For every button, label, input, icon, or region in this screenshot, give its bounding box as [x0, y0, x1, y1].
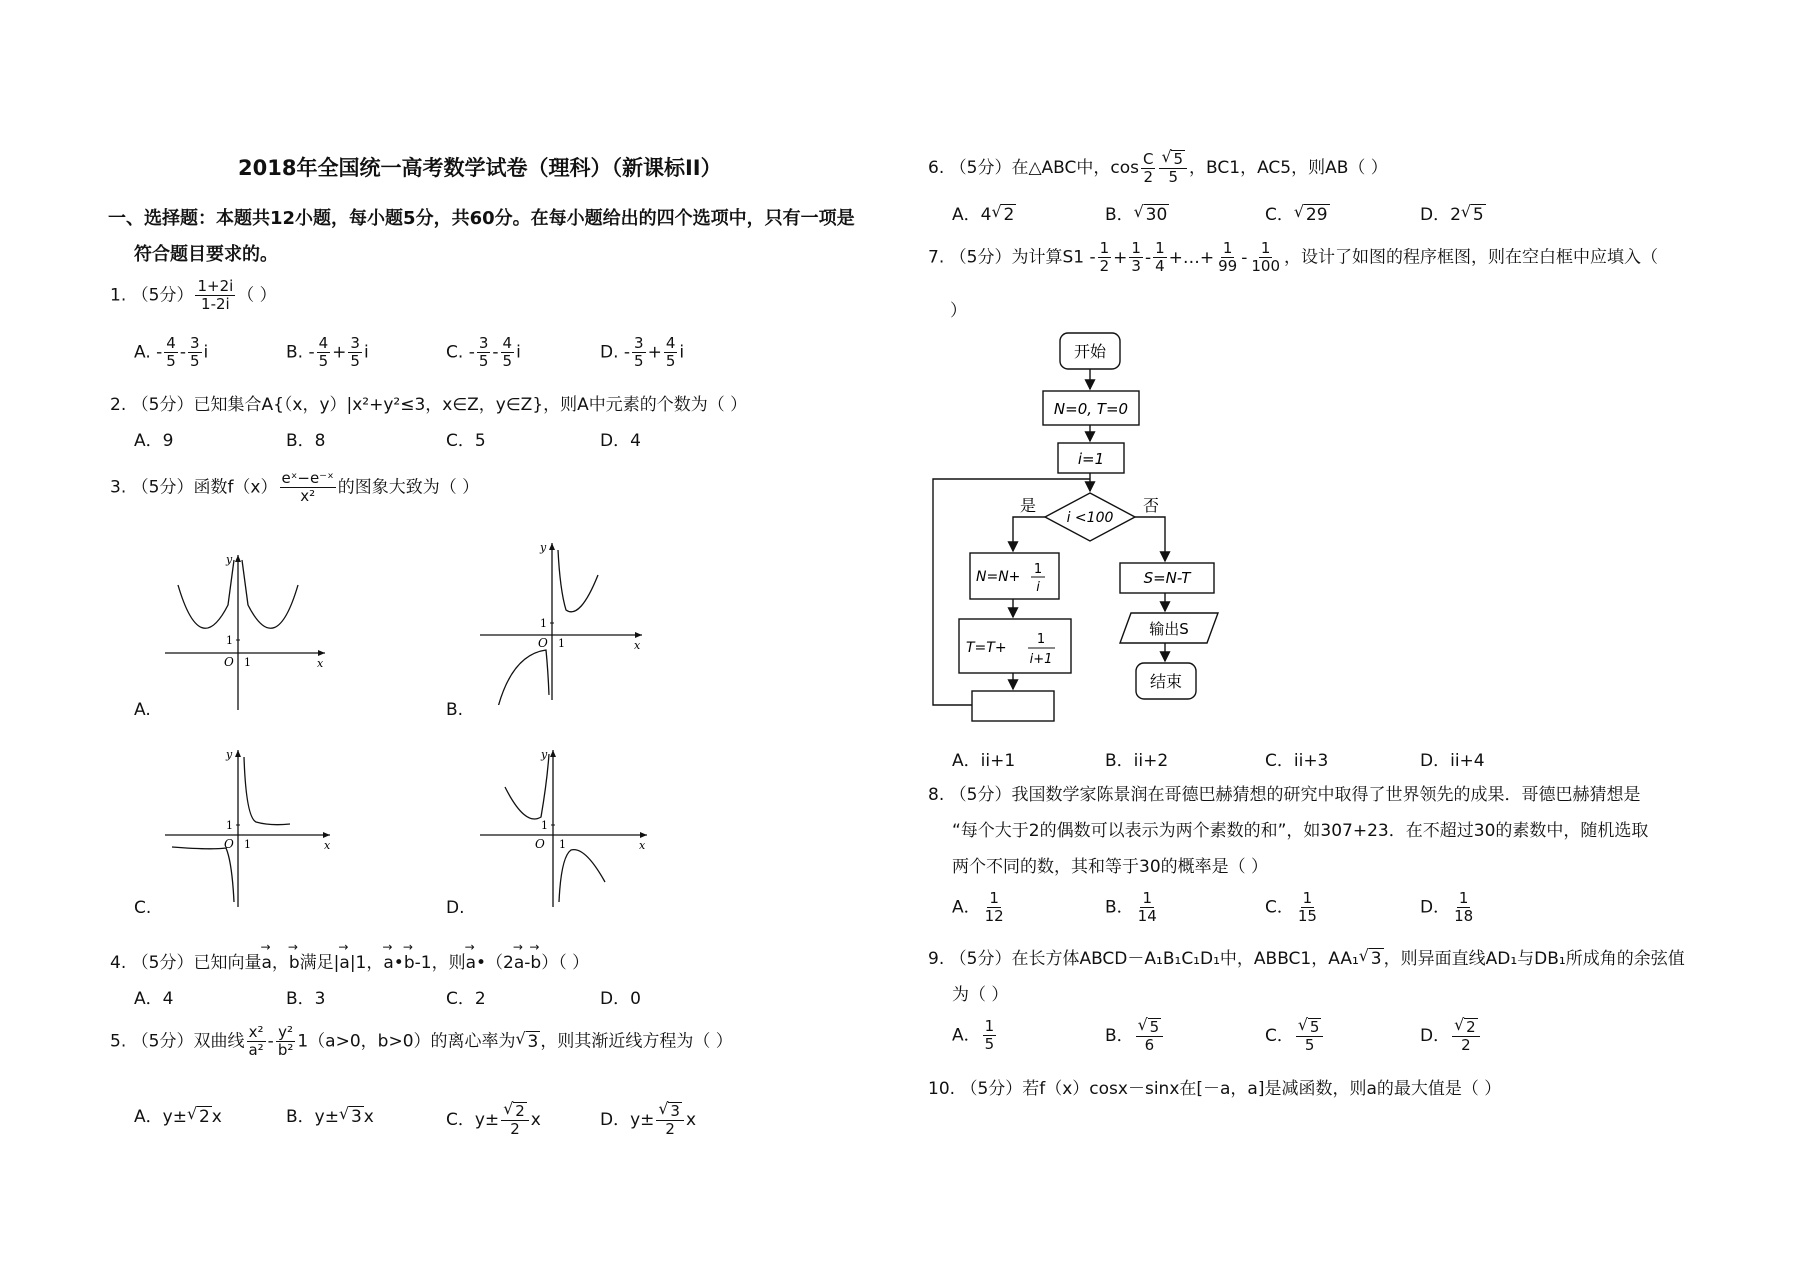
q5-opt-frac-num [656, 1102, 684, 1121]
q6-opt-rad-wrap [1294, 204, 1330, 225]
q1-opt-frac2-den: 5 [350, 352, 360, 370]
q3-graph-b [470, 535, 650, 705]
q1-opt-sign1: - [308, 342, 315, 363]
q5-opt-rad-wrap [503, 1102, 527, 1120]
q3-option-b[interactable]: B. [446, 700, 464, 720]
q6-opt-rad-wrap [1461, 204, 1486, 225]
q9-line1a: 9. （5分）在长方体ABCD－A₁B₁C₁D₁中，ABBC1，AA₁ [928, 949, 1359, 969]
q2-option-c[interactable]: C．5 [446, 431, 486, 451]
q5-label: 5. （5分）双曲线 [110, 1031, 245, 1052]
question-8-line1: 8. （5分）我国数学家陈景润在哥德巴赫猜想的研究中取得了世界领先的成果．哥德巴赫猜想是 [928, 785, 1641, 805]
q6-opt-pre: A．4 [952, 205, 992, 225]
q5-option-b[interactable] [286, 1102, 374, 1127]
q5-opt-post: x [530, 1110, 541, 1130]
q5-xd: a² [248, 1041, 264, 1059]
q7-frac-1-den: 3 [1131, 257, 1141, 275]
q1-option-a[interactable] [134, 335, 208, 370]
q9-opt-rad-wrap [1454, 1018, 1478, 1036]
q5-opt-post: x [363, 1107, 374, 1127]
q1-opt-sign2: - [492, 342, 499, 363]
q4-option-b[interactable]: B．3 [286, 989, 326, 1009]
q1-opt-frac1-num: 4 [166, 334, 176, 352]
q5-opt-post: x [211, 1107, 222, 1127]
q8-opt-frac [1452, 890, 1475, 925]
q3b-one-x: 1 [558, 637, 565, 650]
q4-vec-b2: → b [404, 953, 415, 973]
q3-option-d[interactable]: D. [446, 898, 465, 918]
question-7 [928, 240, 1658, 275]
q3-graph-c [160, 742, 340, 912]
q7-frac-3-den: 99 [1218, 257, 1238, 275]
q5-opt-pre: D．y± [600, 1110, 655, 1130]
q5-opt-frac-den: 2 [510, 1120, 520, 1138]
q9-opt-frac-den: 2 [1461, 1036, 1471, 1054]
q7-frac-0-den: 2 [1099, 257, 1110, 275]
q2-option-d[interactable]: D．4 [600, 431, 641, 451]
q4-vec-a4: → a [466, 953, 476, 973]
flow-cond: i <100 [1066, 510, 1114, 526]
q1-opt-frac1 [477, 335, 491, 370]
q4-t1: 满足| [299, 953, 340, 973]
q8-opt-frac [1296, 890, 1319, 925]
q7-frac-4 [1249, 240, 1282, 275]
q1-opt-frac2-num: 3 [350, 334, 360, 352]
q6-opt-rad-wrap [991, 204, 1016, 225]
q1-opt-frac1 [164, 335, 178, 370]
q9-opt-frac-num [1136, 1018, 1164, 1037]
q8-opt-letter: D． [1420, 897, 1451, 918]
q8-opt-letter: B． [1105, 897, 1134, 918]
q1-opt-frac1-num: 4 [318, 334, 329, 352]
q8-option-a[interactable] [952, 890, 1008, 925]
q1-opt-frac1 [317, 335, 331, 370]
question-9-line2: 为（ ） [952, 985, 1009, 1005]
flow-t-den: i+1 [1029, 652, 1053, 667]
q1-option-b[interactable] [286, 335, 369, 370]
q1-opt-frac2-den: 5 [502, 352, 513, 370]
q7-label: 7. （5分）为计算S1 - [928, 247, 1096, 268]
q5-frac-y [276, 1024, 296, 1059]
q9-opt-rad-wrap [1298, 1018, 1322, 1036]
q3a-x: x [317, 657, 324, 670]
q9-opt-frac [1452, 1018, 1480, 1054]
q1-opt-letter: B. [286, 342, 309, 363]
q7-frac-4-num: 1 [1260, 239, 1271, 257]
q3a-one: 1 [226, 634, 233, 647]
q3-graph-d [475, 742, 655, 912]
q3c-one-x: 1 [244, 838, 251, 851]
q1-opt-frac2 [348, 335, 362, 370]
q1-option-d[interactable] [600, 335, 684, 370]
q7-option-b[interactable]: B．ii+2 [1105, 751, 1169, 771]
q4-t5: •（2 [476, 953, 514, 973]
q5-radical: √ 3 [526, 1031, 541, 1052]
q5-t1: 1（a>0，b>0）的离心率为 [297, 1031, 516, 1052]
q3-option-c[interactable]: C. [134, 898, 152, 918]
q7-frac-3-num: 1 [1222, 239, 1233, 257]
q4-option-c[interactable]: C．2 [446, 989, 486, 1009]
q1-fraction [195, 278, 235, 313]
q1-opt-frac2-num: 4 [502, 334, 513, 352]
q6-option-c[interactable] [1265, 200, 1330, 225]
q9-opt-frac [1296, 1018, 1324, 1054]
q9-option-b[interactable] [1105, 1018, 1165, 1054]
q7-op-0: + [1113, 247, 1128, 268]
q7-frac-2-num: 1 [1155, 239, 1165, 257]
q6-option-d[interactable] [1420, 200, 1486, 225]
q3-graph-a [150, 545, 340, 715]
flow-s: S=N-T [1143, 569, 1191, 587]
q1-opt-frac2-num: 3 [189, 334, 200, 352]
page-title: 2018年全国统一高考数学试卷（理科）（新课标II） [238, 156, 722, 180]
question-6 [928, 150, 1388, 186]
q3d-origin: O [535, 837, 545, 851]
q2-option-a[interactable]: A．9 [134, 431, 174, 451]
q6-fn: C [1142, 149, 1154, 168]
q8-opt-frac-num: 1 [1302, 889, 1313, 907]
q5-opt-rad-wrap [339, 1106, 364, 1127]
q5-opt-post: x [685, 1110, 697, 1130]
q3b-one: 1 [540, 617, 547, 630]
q3b-y: y [540, 541, 547, 554]
q1-opt-sign1: - [468, 342, 475, 363]
q9-opt-frac [983, 1018, 997, 1053]
q9-opt-rad: √ 5 [1148, 1018, 1162, 1036]
q1-opt-sign1: - [623, 342, 631, 363]
q7-frac-3 [1216, 240, 1239, 275]
q3d-one: 1 [541, 819, 548, 832]
q8-opt-frac-den: 15 [1297, 907, 1317, 925]
q5-opt-rad: √ 2 [197, 1106, 212, 1127]
section-header-line1: 一、选择题：本题共12小题，每小题5分，共60分。在每小题给出的四个选项中，只有一项是 [108, 208, 855, 229]
q1-opt-frac1-den: 5 [478, 352, 489, 370]
q1-opt-unit: i [203, 342, 209, 363]
question-8-line2: “每个大于2的偶数可以表示为两个素数的和”，如307+23．在不超过30的素数中，随机选取 [952, 821, 1649, 841]
q1-tail: （ ） [237, 285, 277, 306]
q1-frac-den: 1-2i [201, 295, 230, 313]
q9-opt-frac-num [1452, 1018, 1480, 1037]
q9-opt-rad: √ 2 [1464, 1018, 1478, 1036]
q1-opt-sign2: + [647, 342, 662, 363]
q3a-one-x: 1 [244, 656, 251, 669]
q1-opt-letter: C. [446, 342, 469, 363]
q8-option-c[interactable] [1265, 890, 1321, 925]
q3b-x: x [634, 639, 641, 652]
q1-frac-num: 1+2i [197, 277, 234, 295]
q7-option-a[interactable]: A．ii+1 [952, 751, 1016, 771]
q7-option-c[interactable]: C．ii+3 [1265, 751, 1329, 771]
q7-op-3: - [1241, 247, 1248, 268]
q3-den: x² [300, 487, 316, 505]
q4-t4: -1，则 [414, 953, 466, 973]
q9-option-d[interactable] [1420, 1018, 1482, 1054]
q4-t6: - [524, 953, 531, 973]
q9-opt-letter: C． [1265, 1026, 1294, 1046]
q6-option-a[interactable] [952, 200, 1016, 225]
q1-opt-frac2 [188, 335, 202, 370]
flow-i1: i=1 [1077, 450, 1105, 468]
q1-opt-sign2: + [332, 342, 347, 363]
q5-opt-pre: A．y± [134, 1107, 187, 1127]
question-10: 10. （5分）若f（x）cosx－sinx在[－a，a]是减函数，则a的最大值是（ ） [928, 1079, 1502, 1099]
flow-init: N=0, T=0 [1053, 400, 1129, 418]
q4-option-a[interactable]: A．4 [134, 989, 174, 1009]
q6-fd: 2 [1143, 167, 1153, 186]
q9-opt-frac-den: 5 [1304, 1036, 1315, 1054]
q9-line1b: ，则异面直线AD₁与DB₁所成角的余弦值 [1383, 949, 1685, 969]
q7-frac-1-num: 1 [1131, 239, 1141, 257]
q3c-x: x [324, 839, 331, 852]
q3-tail: 的图象大致为（ ） [337, 477, 480, 498]
q3-fraction [280, 470, 336, 505]
q5-opt-frac-den: 2 [665, 1120, 675, 1138]
q9-opt-frac [1136, 1018, 1164, 1054]
q6-opt-pre: B． [1105, 205, 1134, 225]
flow-yes: 是 [1020, 496, 1037, 515]
q1-opt-frac1-den: 5 [318, 352, 329, 370]
q5-option-d[interactable] [600, 1102, 696, 1138]
q2-option-b[interactable]: B．8 [286, 431, 326, 451]
q8-opt-frac-num: 1 [1458, 889, 1469, 907]
q5-option-a[interactable] [134, 1102, 222, 1127]
q7-frac-0 [1098, 240, 1112, 275]
question-3 [110, 470, 479, 505]
q4-vec-a: → a [261, 953, 271, 973]
q7-option-d[interactable]: D．ii+4 [1420, 751, 1485, 771]
q1-opt-letter: A. [134, 342, 157, 363]
section-header-line2: 符合题目要求的。 [134, 244, 278, 265]
q4-vec-a3: → a [383, 953, 393, 973]
q7-frac-1 [1129, 240, 1143, 275]
flow-t-num: 1 [1036, 632, 1046, 647]
q9-option-a[interactable] [952, 1018, 998, 1053]
q5-yd: b² [277, 1041, 294, 1059]
q7-close: ） [950, 301, 967, 321]
q5-xn: x² [248, 1023, 264, 1041]
q3-num: eˣ−e⁻ˣ [281, 469, 334, 487]
q1-option-c[interactable] [446, 335, 521, 370]
q9-opt-frac-den: 5 [984, 1035, 995, 1053]
q6-frac-r [1159, 150, 1187, 186]
q1-opt-frac1-num: 3 [478, 334, 489, 352]
q3-label: 3. （5分）函数f（x） [110, 477, 278, 498]
q5-opt-rad: √ 3 [349, 1106, 364, 1127]
q3d-one-x: 1 [559, 838, 566, 851]
q8-opt-frac-num: 1 [989, 889, 999, 907]
flow-out: 输出S [1149, 620, 1189, 638]
q6-frac-c [1141, 151, 1155, 186]
flow-end: 结束 [1149, 672, 1183, 691]
q7-frac-2 [1153, 240, 1167, 275]
q1-opt-frac2 [664, 335, 678, 370]
q1-opt-frac2-den: 5 [189, 352, 200, 370]
q4-vec-a2: → a [339, 953, 349, 973]
q1-opt-frac1 [632, 335, 646, 370]
q6-opt-rad: √ 2 [1001, 204, 1016, 225]
q4-option-d[interactable]: D．0 [600, 989, 641, 1009]
q6-label: 6. （5分）在△ABC中，cos [928, 158, 1139, 178]
q1-opt-unit: i [363, 342, 369, 363]
q1-opt-frac2-den: 5 [665, 352, 676, 370]
q1-label: 1. （5分） [110, 285, 194, 306]
q3d-x: x [639, 839, 646, 852]
q9-opt-frac-num [1296, 1018, 1324, 1037]
q5-frac-x [246, 1024, 265, 1059]
q3d-y: y [541, 748, 548, 761]
q7-frac-0-num: 1 [1099, 239, 1110, 257]
q6-rd: 5 [1168, 168, 1179, 186]
q8-opt-frac-den: 18 [1454, 907, 1474, 925]
q5-opt-pre: B．y± [286, 1107, 339, 1127]
q1-opt-sign2: - [179, 342, 186, 363]
q5-opt-pre: C．y± [446, 1110, 500, 1130]
q7-op-2: +…+ [1168, 247, 1215, 268]
q6-opt-rad: √ 29 [1304, 204, 1330, 225]
q8-opt-letter: A． [952, 897, 981, 918]
q6-opt-pre: D．2 [1420, 205, 1461, 225]
q9-option-c[interactable] [1265, 1018, 1325, 1054]
q1-opt-unit: i [679, 342, 685, 363]
q9-opt-letter: A． [952, 1025, 981, 1046]
q8-opt-frac-den: 12 [984, 907, 1004, 925]
q6-tail: ，BC1，AC5，则AB（ ） [1189, 158, 1388, 178]
q8-opt-letter: C． [1265, 897, 1294, 918]
q4-vec-a5: → a [514, 953, 524, 973]
question-5: 5. （5分）双曲线 $\frac{\text{x²}}{\text{a²}}$ - $\frac{\text{y²}}{\text{b²}}$ 1（a>0，b>0）的离心率为√ 3 ，则其渐近线方程为（ ） [110, 1024, 733, 1059]
q1-opt-frac1-num: 3 [634, 334, 644, 352]
flow-n-pre: N=N+ [976, 569, 1021, 585]
q6-opt-rad-wrap [1134, 204, 1170, 225]
q3a-y: y [226, 553, 233, 566]
q3-option-a[interactable]: A. [134, 700, 151, 720]
q1-opt-sign1: - [156, 342, 163, 363]
q9-opt-letter: D． [1420, 1026, 1451, 1046]
q5-opt-frac-num [501, 1102, 529, 1121]
q6-opt-pre: C． [1265, 205, 1294, 225]
question-1 [110, 278, 277, 313]
q9-radical: √ 3 [1369, 948, 1384, 969]
q8-opt-frac-den: 14 [1137, 907, 1157, 925]
q1-opt-frac2 [501, 335, 515, 370]
q3c-y: y [226, 748, 233, 761]
q8-option-b[interactable] [1105, 890, 1161, 925]
flow-start: 开始 [1073, 342, 1107, 361]
q6-rad: √ 5 [1171, 150, 1185, 168]
q8-option-d[interactable] [1420, 890, 1477, 925]
q4-vec-b: → b [289, 953, 300, 973]
q3a-origin: O [224, 655, 234, 669]
q4-t2: |1， [349, 953, 384, 973]
q7-frac-2-den: 4 [1155, 257, 1165, 275]
q7-fractions [1096, 239, 1284, 275]
q5-t2: ，则其渐近线方程为（ ） [540, 1031, 733, 1052]
q8-opt-frac [983, 890, 1006, 925]
q5-opt-rad: √ 3 [668, 1102, 682, 1120]
q7-op-1: - [1144, 247, 1152, 268]
q5-opt-rad: √ 2 [513, 1102, 527, 1120]
q1-opt-frac1-den: 5 [634, 352, 644, 370]
q4-vec-b3: → b [530, 953, 541, 973]
q4-t7: ）（ ） [541, 953, 590, 973]
q9-opt-letter: B． [1105, 1026, 1134, 1046]
q9-opt-frac-den: 6 [1144, 1036, 1155, 1054]
q5-opt-rad-wrap [658, 1102, 682, 1120]
q6-opt-rad: √ 30 [1144, 204, 1170, 225]
question-9-line1 [928, 944, 1685, 969]
q5-opt-rad-wrap [187, 1106, 212, 1127]
q9-opt-rad-wrap [1138, 1018, 1162, 1036]
flow-no: 否 [1143, 496, 1160, 515]
q8-opt-frac-num: 1 [1142, 889, 1152, 907]
q3c-origin: O [224, 837, 234, 851]
q4-t3: • [393, 953, 404, 973]
question-4: 4. （5分）已知向量→ a，→ b满足|→ a|1，→ a•→ b-1，则→ a•（2→ a-→ b）（ ） [110, 948, 589, 973]
q1-opt-frac2-num: 4 [665, 334, 676, 352]
q1-opt-frac1-den: 5 [166, 352, 176, 370]
q5-option-c[interactable] [446, 1102, 541, 1138]
q5-opt-frac [501, 1102, 529, 1138]
q7-flowchart [925, 325, 1255, 725]
q6-option-b[interactable] [1105, 200, 1169, 225]
q9-opt-rad: √ 5 [1308, 1018, 1322, 1036]
flow-t-pre: T=T+ [966, 640, 1007, 656]
flow-n-num: 1 [1033, 562, 1043, 577]
q7-frac-4-den: 100 [1251, 257, 1280, 275]
q8-opt-frac [1136, 890, 1159, 925]
q1-opt-letter: D. [600, 342, 624, 363]
q1-opt-unit: i [516, 342, 521, 363]
q5-yn: y² [278, 1023, 294, 1041]
q5-opt-frac [656, 1102, 684, 1138]
question-8-line3: 两个不同的数，其和等于30的概率是（ ） [952, 857, 1269, 877]
question-2: 2. （5分）已知集合A{（x，y）|x²+y²≤3，x∈Z，y∈Z}，则A中元素的个数为（ ） [110, 395, 748, 415]
flow-n-den: i [1036, 580, 1040, 595]
q3b-origin: O [538, 636, 548, 650]
q6-opt-rad: √ 5 [1471, 204, 1486, 225]
q7-tail: ，设计了如图的程序框图，则在空白框中应填入（ [1284, 247, 1658, 268]
q4-label: 4. （5分）已知向量 [110, 953, 262, 973]
q3c-one: 1 [226, 819, 233, 832]
q9-opt-frac-num: 1 [984, 1017, 995, 1035]
